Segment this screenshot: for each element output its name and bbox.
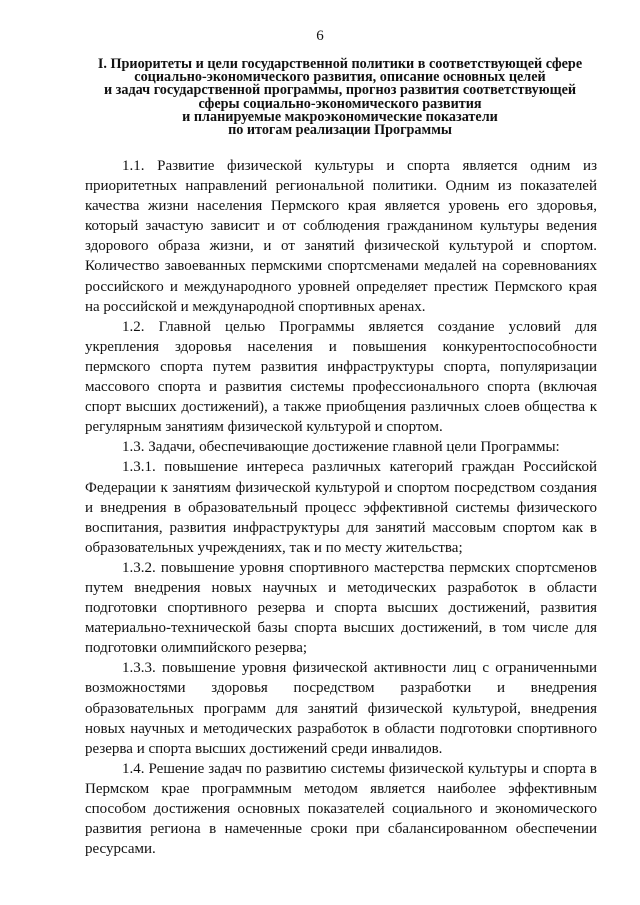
- heading-line: и задач государственной программы, прогноз развития соответствующей: [103, 82, 577, 99]
- paragraph-1-2: 1.2. Главной целью Программы является создание условий для укрепления здоровья населения и повышения конкурентоспособности пермского спорта путем развития инфраструктуры спорта, популяризации массового спорта и развития системы профессионального спорта (включая спорт высших достижений), а также приобщения различных слоев общества к регулярным занятиям физической культурой и спортом.: [85, 318, 597, 436]
- paragraph-1-4: 1.4. Решение задач по развитию системы физической культуры и спорта в Пермском крае программным методом является наиболее эффективным способом достижения основных показателей социального и экономического развития региона в намеченные сроки при сбалансированном обеспечении ресурсами.: [85, 760, 597, 858]
- paragraph-1-3-3: 1.3.3. повышение уровня физической активности лиц с ограниченными возможностями здоровья посредством разработки и внедрения образовательных программ для занятий физической культурой, внедрения новых научных и методических разработок в области подготовки спортивного резерва и спорта высших достижений среди инвалидов.: [85, 660, 597, 757]
- paragraph-1-3-2: 1.3.2. повышение уровня спортивного мастерства пермских спортсменов путем внедрения новых научных и методических разработок в области подготовки спортивного резерва и спорта высших достижений, развития материально-технической базы спорта высших достижений, в том числе для подготовки олимпийского резерва;: [85, 559, 597, 657]
- document-body: [85, 156, 597, 859]
- section-heading: [80, 58, 600, 137]
- paragraph-1-3: 1.3. Задачи, обеспечивающие достижение главной цели Программы:: [122, 439, 560, 456]
- paragraph-1-1: 1.1. Развитие физической культуры и спорта является одним из приоритетных направлений региональной политики. Одним из показателей качества жизни населения Пермского края является уровень его здоровья, который зачастую зависит и от соблюдения гражданином культуры ведения здорового образа жизни, и от занятий физической культурой и спортом. Количество завоеванных пермскими спортсменами медалей на соревнованиях российского и международного уровней определяет престиж Пермского края на российской и международной спортивных аренах.: [85, 158, 597, 315]
- heading-line: I. Приоритеты и цели государственной политики в соответствующей сфере: [97, 56, 583, 72]
- heading-line: социально-экономического развития, описание основных целей: [134, 69, 546, 86]
- page-number: 6: [316, 28, 324, 44]
- heading-line: и планируемые макроэкономические показатели: [182, 108, 498, 125]
- paragraph-1-3-1: 1.3.1. повышение интереса различных категорий граждан Российской Федерации к занятиям физической культурой и спортом посредством создания и внедрения в образовательный процесс эффективной системы физического воспитания, развития инфраструктуры для занятий массовым спортом как в образовательных учреждениях, так и по месту жительства;: [85, 459, 597, 556]
- heading-line: по итогам реализации Программы: [228, 122, 452, 139]
- heading-line: сферы социально-экономического развития: [198, 95, 482, 112]
